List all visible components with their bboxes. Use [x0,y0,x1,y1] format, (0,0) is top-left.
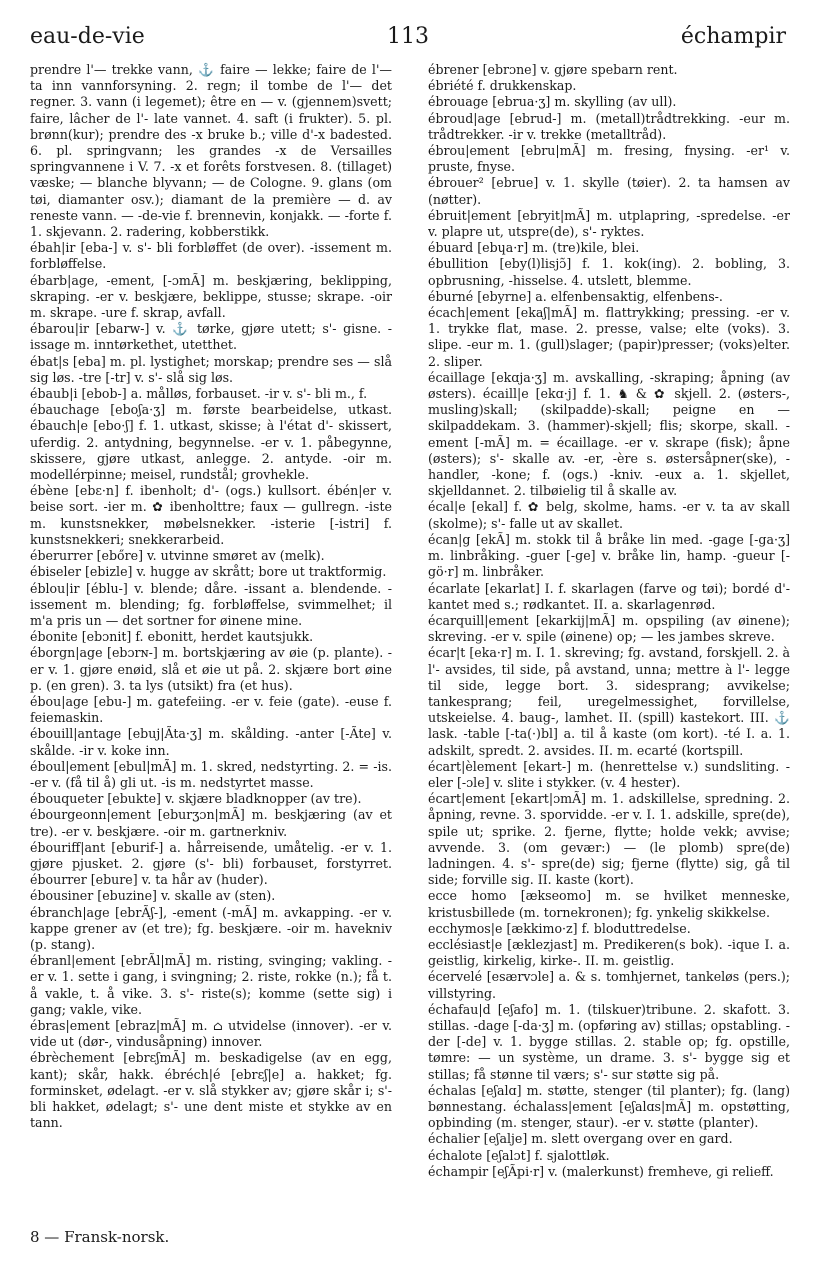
dictionary-entry: ébuard [ebɥa·r] m. (tre)kile, blei. [428,240,640,256]
page-number: 113 [387,24,429,49]
dictionary-entry: ébarb|age, -ement, [-ɔmÃ] m. beskjæring, beklipping, skraping. -er v. beskjære, beklippe, stusse; skrape. -oir m. skrape. -ure f. skrap, avfall. [30,272,392,321]
dictionary-entry: ébouill|antage [ebuj|Ãta·ʒ] m. skålding. -anter [-Ãte] v. skålde. -ir v. koke inn. [30,726,392,758]
dictionary-entry: ébruit|ement [ebryit|mÃ] m. utplapring, -spredelse. -er v. plapre ut, utspre(de), s'- ryktes. [428,207,790,240]
dictionary-entry: prendre l'— trekke vann, ⚓ faire — lekke; faire de l'— ta inn vannforsyning. 2. regn; il tombe de l'— det regner. 3. vann (i legemet); être en — v. (gjennem)svett; faire, lâcher de l'- late vannet. 4. saft (i frukter). 5. pl. brønn(kur); prendre des -x bruke b.; ville d'-x badested. 6. pl. springvann; les grandes -x de Versailles springvannene i V. 7. -x et forêts forstvesen. 8. (tillaget) væske; — blanche blyvann; — de Cologne. 9. glans (om tøi, diamanter osv.); diamant de la première — d. av reneste vann. — -de-vie f. brennevin, konjakk. — -forte f. 1. skjevann. 2. radering, kobberstikk. [30,62,392,240]
dictionary-entry: ébat|s [eba] m. pl. lystighet; morskap; prendre ses — slå sig løs. -tre [-tr] v. s'- slå sig løs. [30,353,392,385]
dictionary-entry: éboul|ement [ebul|mÃ] m. 1. skred, nedstyrting. 2. = -is. -er v. (få til å) gli ut. -is m. nedstyrtet masse. [30,758,392,790]
header-left-guide-word: eau-de-vie [30,24,145,49]
dictionary-entry: écervelé [esærvɔle] a. & s. tomhjernet, tankeløs (pers.); villstyring. [428,969,790,1001]
dictionary-columns [30,62,790,1222]
dictionary-entry: écarlate [ekarlat] I. f. skarlagen (farve og tøi); bordé d'- kantet med s.; rødkantet. II. a. skarlagenrød. [428,580,790,612]
dictionary-entry: éberurrer [ebőre] v. utvinne smøret av (melk). [30,548,325,564]
dictionary-entry: ébouriff|ant [eburif-] a. hårreisende, umåtelig. -er v. 1. gjøre pjusket. 2. gjøre (s'- bli) forbauset, forstyrret. ébourrer [ebure] v. ta hår av (huder). [30,839,392,888]
dictionary-entry: éborgn|age [ebɔrɴ-] m. bortskjæring av øie (p. plante). -er v. 1. gjøre enøid, slå et øie ut på. 2. skjære bort øine p. (en gren). 3. ta lys (utsikt) fra (et hus). [30,645,392,693]
dictionary-entry: ecchymos|e [ækkimo·z] f. bloduttredelse. [428,920,691,936]
dictionary-entry: ébarou|ir [ebarw-] v. ⚓ tørke, gjøre utett; s'- gisne. -issage m. inntørkethet, utetthet. [30,321,392,353]
dictionary-entry: écart|èlement [ekart-] m. (henrettelse v.) sundsliting. -eler [-ɔle] v. slite i stykker. (v. 4 hester). [428,758,790,790]
dictionary-entry: écaillage [ekɑja·ʒ] m. avskalling, -skraping; åpning (av østers). écaill|e [ekɑ·j] f. 1. ♞ & ✿ skjell. 2. (østers-, musling)skall; (skilpadde)-skall; peigne en — skilpaddekam. 3. (hammer)-skjell; flis; skorpe, skall. -ement [-mÃ] m. = écaillage. -er v. skrape (fisk); åpne (østers); s'- skalle av. -er, -ère s. østersåpner(ske), -handler, -kone; f. (ogs.) -kniv. -eux a. 1. skjellet, skjelldannet. 2. tilbøielig til å skalle av. [428,369,790,499]
dictionary-entry: ébrouer² [ebrue] v. 1. skylle (tøier). 2. ta hamsen av (nøtter). [428,175,790,207]
dictionary-entry: échalier [eʃalje] m. slett overgang over en gard. [428,1131,733,1147]
dictionary-entry: ébroud|age [ebrud-] m. (metall)trådtrekking. -eur m. trådtrekker. -ir v. trekke (metalltråd). [428,110,790,142]
dictionary-entry: ébrouage [ebrua·ʒ] m. skylling (av ull). [428,94,677,110]
dictionary-entry: ébiseler [ebizle] v. hugge av skrått; bore ut traktformig. [30,564,387,580]
dictionary-entry: ébou|age [ebu-] m. gatefeiing. -er v. feie (gate). -euse f. feiemaskin. [30,693,392,726]
dictionary-entry: ébousiner [ebuzine] v. skalle av (sten). [30,888,276,904]
dictionary-entry: ébonite [ebɔnit] f. ebonitt, herdet kautsjukk. [30,629,314,645]
dictionary-entry: ébranch|age [ebrÃʃ-], -ement (-mÃ] m. avkapping. -er v. kappe grener av (et tre); fg. beskjære. -oir m. havekniv (p. stang). [30,904,392,952]
dictionary-entry: ébullition [eby(l)lisjɔ̃] f. 1. kok(ing). 2. bobling, 3. opbrusning, -hisselse. 4. utslett, blemme. [428,256,790,288]
dictionary-entry: échafau|d [eʃafo] m. 1. (tilskuer)tribune. 2. skafott. 3. stillas. -dage [-da·ʒ] m. (opføring av) stillas; opstabling. -der [-de] v. 1. bygge stillas. 2. stable op; fg. opstille, tømre: — un système, un drame. 3. s'- bygge sig et stillas; få stønne til værs; s'- sur støtte sig på. [428,1001,790,1082]
dictionary-entry: ébrèchement [ebrɛʃmÃ] m. beskadigelse (av en egg, kant); skår, hakk. ébréch|é [ebrɛʃ|e] a. hakket; fg. forminsket, ødelagt. -er v. slå stykker av; gjøre skår i; s'- bli hakket, ødelagt; s'- une dent miste et stykke av en tann. [30,1050,392,1131]
dictionary-entry: éburné [ebyrne] a. elfenbensaktig, elfenbens-. [428,288,723,304]
header-right-guide-word: échampir [680,24,786,49]
dictionary-entry: ébrener [ebrɔne] v. gjøre spebarn rent. [428,62,678,77]
dictionary-entry: éblou|ir [éblu-] v. blende; dåre. -issant a. blendende. -issement m. blending; fg. forbløffelse, svimmelhet; il m'a pris un — det sortner for øinene mine. [30,580,392,628]
right-column [428,62,790,1222]
dictionary-entry: écan|g [ekÃ] m. stokk til å bråke lin med. -gage [-ga·ʒ] m. linbråking. -guer [-ge] v. bråke lin, hamp. -gueur [-gö·r] m. linbråker. [428,531,790,580]
dictionary-entry: ébrou|ement [ebru|mÃ] m. fresing, fnysing. -er¹ v. pruste, fnyse. [428,143,790,175]
page-header [30,24,786,60]
dictionary-entry: ébras|ement [ebraz|mÃ] m. ⌂ utvidelse (innover). -er v. vide ut (dør-, vindusåpning) innover. [30,1017,392,1050]
dictionary-entry: ébah|ir [eba-] v. s'- bli forbløffet (de over). -issement m. forbløffelse. [30,240,392,272]
dictionary-entry: ébranl|ement [ebrÃl|mÃ] m. risting, svinging; vakling. -er v. 1. sette i gang, i svingning; 2. riste, rokke (n.); få t. å vakle, t. å vike. 3. s'- riste(s); komme (sette sig) i gang; vakle, vike. [30,953,392,1017]
dictionary-entry: ébaub|i [ebob-] a. målløs, forbauset. -ir v. s'- bli m., f. [30,386,368,402]
dictionary-entry: ébène [ebɛ·n] f. ibenholt; d'- (ogs.) kullsort. ébén|er v. beise sort. -ier m. ✿ ibenholttre; faux — gullregn. -iste m. kunstsnekker, møbelsnekker. -isterie [-istri] f. kunstsnekkeri; snekkerarbeid. [30,483,392,547]
dictionary-entry: échalote [eʃalɔt] f. sjalottløk. [428,1147,610,1163]
dictionary-entry: ecclésiast|e [æklezjast] m. Predikeren(s bok). -ique I. a. geistlig, kirkelig, kirke-. II. m. geistlig. [428,936,790,969]
dictionary-entry: écar|t [eka·r] m. I. 1. skreving; fg. avstand, forskjell. 2. à l'- avsides, til side, på avstand, unna; mettre à l'- legge til side, legge bort. 3. sidesprang; avvikelse; tankesprang; feil, uregelmessighet, forvillelse, utskeielse. 4. baug-, lamhet. II. (spill) kastekort. III. ⚓ lask. -table [-ta(·)bl] a. til å kaste (om kort). -té I. a. 1. adskilt, spredt. 2. avsides. II. m. ecarté (kortspill. [428,645,790,758]
dictionary-entry: écarquill|ement [ekarkij|mÃ] m. opspiling (av øinene); skreving. -er v. spile (øinene) op; — les jambes skreve. [428,612,790,645]
dictionary-entry: écach|ement [ekaʃ|mÃ] m. flattrykking; pressing. -er v. 1. trykke flat, mase. 2. presse, valse; elte (voks). 3. slipe. -eur m. 1. (gull)slager; (papir)presser; (voks)elter. 2. sliper. [428,305,790,369]
page-footer: 8 — Fransk-norsk. [30,1228,170,1246]
dictionary-entry: ébriété f. drukkenskap. [428,78,577,94]
dictionary-entry: écal|e [ekal] f. ✿ belg, skolme, hams. -er v. ta av skall (skolme); s'- falle ut av skallet. [428,499,790,531]
dictionary-entry: écart|ement [ekart|ɔmÃ] m. 1. adskillelse, spredning. 2. åpning, revne. 3. sporvidde. -er v. I. 1. adskille, spre(de), spile ut; sprike. 2. fjerne, flytte; holde vekk; avvise; avvende. 3. (om gevær:) — (le plomb) spre(de) ladningen. 4. s'- spre(de) sig; fjerne (flytte) sig, gå til side; forville sig. II. kaste (kort). [428,791,790,888]
dictionary-entry: échalas [eʃalɑ] m. støtte, stenger (til planter); fg. (lang) bønnestang. échalass|ement [eʃalɑs|mÃ] m. opstøtting, opbinding (m. stenger, staur). -er v. støtte (planter). [428,1082,790,1131]
dictionary-entry: ébauchage [eboʃa·ʒ] m. første bearbeidelse, utkast. ébauch|e [ebo·ʃ] f. 1. utkast, skisse; à l'état d'- skissert, uferdig. 2. antydning, begynnelse. -er v. 1. påbegynne, skissere, gjøre utkast, anlegge. 2. antyde. -oir m. modellérpinne; meisel, rundstål; grovhekle. [30,402,392,483]
dictionary-entry: échampir [eʃÃpi·r] v. (malerkunst) fremheve, gi relieff. [428,1163,774,1179]
dictionary-entry: ecce homo [ækseomo] m. se hvilket menneske, kristusbillede (m. tornekronen); fg. ynkelig skikkelse. [428,888,790,920]
dictionary-entry: ébouqueter [ebukte] v. skjære bladknopper (av tre). [30,791,362,807]
dictionary-entry: ébourgeonn|ement [eburʒɔn|mÃ] m. beskjæring (av et tre). -er v. beskjære. -oir m. gartnerkniv. [30,807,392,839]
left-column [30,62,392,1222]
